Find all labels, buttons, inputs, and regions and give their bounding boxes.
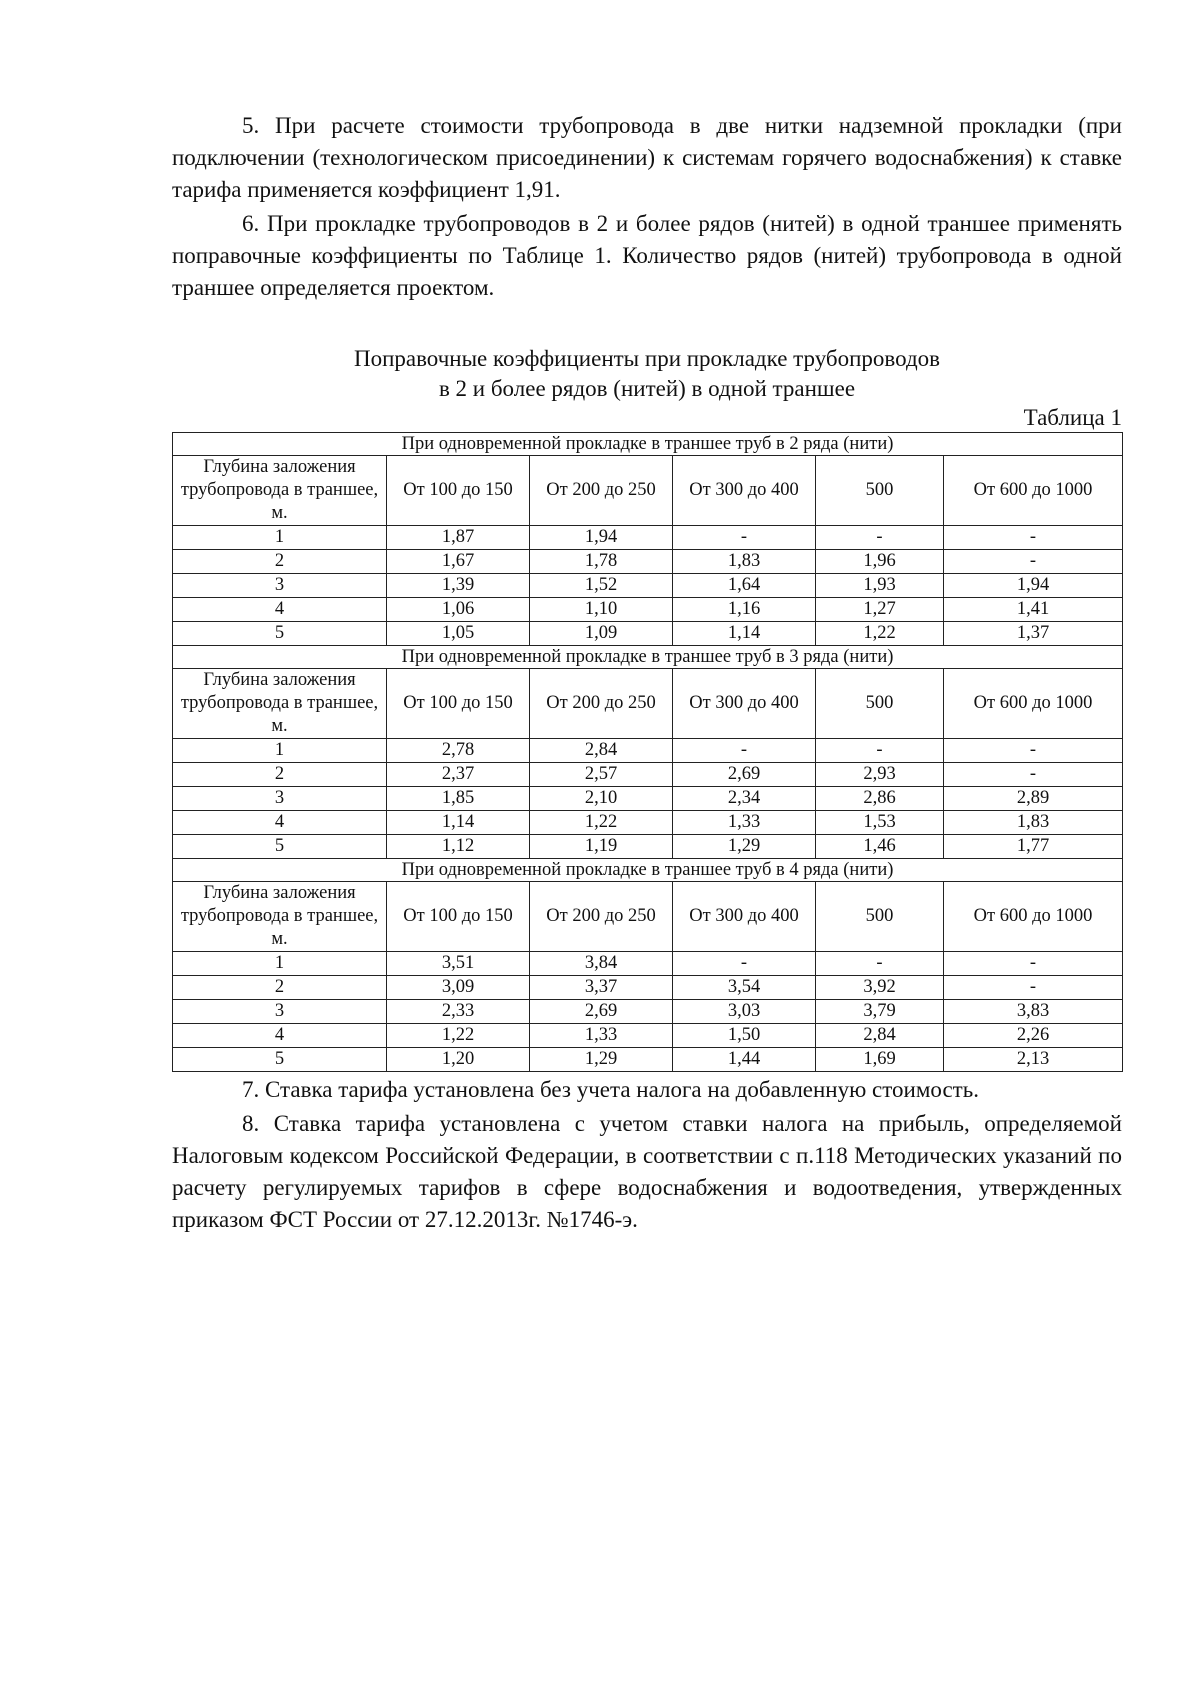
table-row — [173, 952, 1123, 976]
coefficient-cell: 1,09 — [530, 622, 673, 646]
coefficient-cell: 1,67 — [387, 550, 530, 574]
coefficients-table-body — [173, 433, 1123, 1072]
coefficient-cell: 1,12 — [387, 835, 530, 859]
coefficient-cell: 1,20 — [387, 1048, 530, 1072]
paragraph-5: 5. При расчете стоимости трубопровода в две нитки надземной прокладки (при подключении (технологическом присоединении) к системам горячего водоснабжения) к ставке тарифа применяется коэффициент 1,91. — [172, 113, 1122, 202]
coefficient-cell: - — [944, 952, 1123, 976]
coefficient-cell: 2,33 — [387, 1000, 530, 1024]
paragraph-7: 7. Ставка тарифа установлена без учета налога на добавленную стоимость. — [242, 1077, 979, 1102]
section-title: При одновременной прокладке в траншее труб в 4 ряда (нити) — [173, 859, 1123, 882]
column-header: От 300 до 400 — [673, 456, 816, 526]
coefficient-cell: 1,14 — [387, 811, 530, 835]
table-row — [173, 811, 1123, 835]
coefficient-cell: 3,54 — [673, 976, 816, 1000]
depth-cell: 3 — [173, 574, 387, 598]
coefficient-cell: 1,22 — [816, 622, 944, 646]
coefficient-cell: - — [816, 952, 944, 976]
table-row — [173, 787, 1123, 811]
coefficient-cell: 2,37 — [387, 763, 530, 787]
depth-cell: 5 — [173, 835, 387, 859]
table-caption — [172, 344, 1122, 404]
table-row — [173, 1000, 1123, 1024]
coefficient-cell: - — [944, 550, 1123, 574]
coefficient-cell: 3,84 — [530, 952, 673, 976]
coefficient-cell: 3,51 — [387, 952, 530, 976]
column-header: От 100 до 150 — [387, 882, 530, 952]
coefficient-cell: 3,92 — [816, 976, 944, 1000]
header-row — [173, 882, 1123, 952]
coefficient-cell: 2,78 — [387, 739, 530, 763]
table-row — [173, 526, 1123, 550]
coefficient-cell: - — [944, 739, 1123, 763]
coefficient-cell: 3,83 — [944, 1000, 1123, 1024]
depth-cell: 3 — [173, 1000, 387, 1024]
coefficient-cell: - — [944, 763, 1123, 787]
coefficient-cell: - — [944, 526, 1123, 550]
column-header: От 300 до 400 — [673, 882, 816, 952]
column-header: 500 — [816, 669, 944, 739]
depth-cell: 4 — [173, 1024, 387, 1048]
coefficient-cell: - — [816, 526, 944, 550]
coefficient-cell: 1,33 — [673, 811, 816, 835]
coefficient-cell: 2,34 — [673, 787, 816, 811]
coefficient-cell: 2,93 — [816, 763, 944, 787]
table-row — [173, 598, 1123, 622]
coefficient-cell: 1,64 — [673, 574, 816, 598]
column-header: От 300 до 400 — [673, 669, 816, 739]
column-header: От 200 до 250 — [530, 456, 673, 526]
coefficient-cell: 2,69 — [673, 763, 816, 787]
coefficient-cell: 1,83 — [673, 550, 816, 574]
coefficient-cell: 1,33 — [530, 1024, 673, 1048]
coefficient-cell: 2,10 — [530, 787, 673, 811]
depth-cell: 1 — [173, 526, 387, 550]
coefficient-cell: 1,69 — [816, 1048, 944, 1072]
depth-cell: 4 — [173, 811, 387, 835]
table-number: Таблица 1 — [1023, 405, 1122, 430]
coefficient-cell: 3,37 — [530, 976, 673, 1000]
coefficient-cell: 1,85 — [387, 787, 530, 811]
column-header: От 100 до 150 — [387, 456, 530, 526]
column-header: 500 — [816, 882, 944, 952]
coefficient-cell: 1,37 — [944, 622, 1123, 646]
section-title-row — [173, 859, 1123, 882]
coefficient-cell: 2,86 — [816, 787, 944, 811]
coefficient-cell: - — [816, 739, 944, 763]
document-page — [172, 110, 1122, 1238]
coefficient-cell: 1,94 — [530, 526, 673, 550]
depth-cell: 2 — [173, 763, 387, 787]
table-row — [173, 976, 1123, 1000]
table-row — [173, 739, 1123, 763]
coefficient-cell: 1,93 — [816, 574, 944, 598]
coefficient-cell: 1,53 — [816, 811, 944, 835]
coefficient-cell: 3,03 — [673, 1000, 816, 1024]
table-row — [173, 835, 1123, 859]
coefficient-cell: 1,78 — [530, 550, 673, 574]
column-header: От 600 до 1000 — [944, 882, 1123, 952]
depth-cell: 1 — [173, 952, 387, 976]
coefficient-cell: 1,16 — [673, 598, 816, 622]
caption-line-1: Поправочные коэффициенты при прокладке трубопроводов — [353, 346, 941, 371]
coefficient-cell: 1,29 — [530, 1048, 673, 1072]
depth-header: Глубина заложения трубопровода в траншее, м. — [173, 669, 387, 739]
depth-cell: 3 — [173, 787, 387, 811]
depth-cell: 2 — [173, 550, 387, 574]
coefficient-cell: 1,44 — [673, 1048, 816, 1072]
coefficient-cell: 2,69 — [530, 1000, 673, 1024]
column-header: От 200 до 250 — [530, 669, 673, 739]
coefficient-cell: 2,26 — [944, 1024, 1123, 1048]
coefficient-cell: 2,84 — [816, 1024, 944, 1048]
column-header: От 200 до 250 — [530, 882, 673, 952]
depth-cell: 4 — [173, 598, 387, 622]
table-row — [173, 1024, 1123, 1048]
coefficient-cell: 2,84 — [530, 739, 673, 763]
caption-line-2: в 2 и более рядов (нитей) в одной траншее — [438, 376, 856, 401]
column-header: От 600 до 1000 — [944, 456, 1123, 526]
coefficient-cell: 1,19 — [530, 835, 673, 859]
depth-cell: 1 — [173, 739, 387, 763]
coefficient-cell: 2,57 — [530, 763, 673, 787]
section-title-row — [173, 646, 1123, 669]
coefficient-cell: 1,77 — [944, 835, 1123, 859]
coefficient-cell: 3,09 — [387, 976, 530, 1000]
header-row — [173, 456, 1123, 526]
coefficient-cell: 1,10 — [530, 598, 673, 622]
coefficient-cell: 1,22 — [387, 1024, 530, 1048]
coefficient-cell: 1,94 — [944, 574, 1123, 598]
coefficient-cell: 1,46 — [816, 835, 944, 859]
coefficient-cell: - — [673, 739, 816, 763]
coefficients-table — [172, 432, 1123, 1072]
table-row — [173, 1048, 1123, 1072]
paragraph-8: 8. Ставка тарифа установлена с учетом ставки налога на прибыль, определяемой Налоговым кодексом Российской Федерации, в соответствии с п.118 Методических указаний по расчету регулируемых тарифов в сфере водоснабжения и водоотведения, утвержденных приказом ФСТ России от 27.12.2013г. №1746-э. — [172, 1111, 1122, 1232]
depth-header: Глубина заложения трубопровода в траншее, м. — [173, 882, 387, 952]
column-header: От 600 до 1000 — [944, 669, 1123, 739]
coefficient-cell: 1,96 — [816, 550, 944, 574]
table-row — [173, 622, 1123, 646]
column-header: 500 — [816, 456, 944, 526]
coefficient-cell: 1,22 — [530, 811, 673, 835]
header-row — [173, 669, 1123, 739]
coefficient-cell: 1,83 — [944, 811, 1123, 835]
section-title: При одновременной прокладке в траншее труб в 3 ряда (нити) — [173, 646, 1123, 669]
depth-cell: 2 — [173, 976, 387, 1000]
coefficient-cell: 2,89 — [944, 787, 1123, 811]
coefficient-cell: - — [673, 952, 816, 976]
table-row — [173, 763, 1123, 787]
coefficient-cell: 1,52 — [530, 574, 673, 598]
coefficient-cell: 2,13 — [944, 1048, 1123, 1072]
coefficient-cell: 1,06 — [387, 598, 530, 622]
coefficient-cell: 1,41 — [944, 598, 1123, 622]
depth-cell: 5 — [173, 1048, 387, 1072]
table-row — [173, 550, 1123, 574]
coefficient-cell: 1,87 — [387, 526, 530, 550]
bottom-paragraphs — [172, 1074, 1122, 1236]
column-header: От 100 до 150 — [387, 669, 530, 739]
coefficient-cell: 1,50 — [673, 1024, 816, 1048]
coefficient-cell: - — [673, 526, 816, 550]
coefficient-cell: - — [944, 976, 1123, 1000]
coefficient-cell: 1,14 — [673, 622, 816, 646]
coefficient-cell: 1,29 — [673, 835, 816, 859]
depth-header: Глубина заложения трубопровода в траншее, м. — [173, 456, 387, 526]
depth-cell: 5 — [173, 622, 387, 646]
coefficient-cell: 1,27 — [816, 598, 944, 622]
coefficient-cell: 3,79 — [816, 1000, 944, 1024]
section-title-row — [173, 433, 1123, 456]
paragraph-6: 6. При прокладке трубопроводов в 2 и более рядов (нитей) в одной траншее применять поправочные коэффициенты по Таблице 1. Количество рядов (нитей) трубопровода в одной траншее определяется проектом. — [172, 211, 1122, 300]
coefficient-cell: 1,05 — [387, 622, 530, 646]
table-row — [173, 574, 1123, 598]
coefficient-cell: 1,39 — [387, 574, 530, 598]
section-title: При одновременной прокладке в траншее труб в 2 ряда (нити) — [173, 433, 1123, 456]
